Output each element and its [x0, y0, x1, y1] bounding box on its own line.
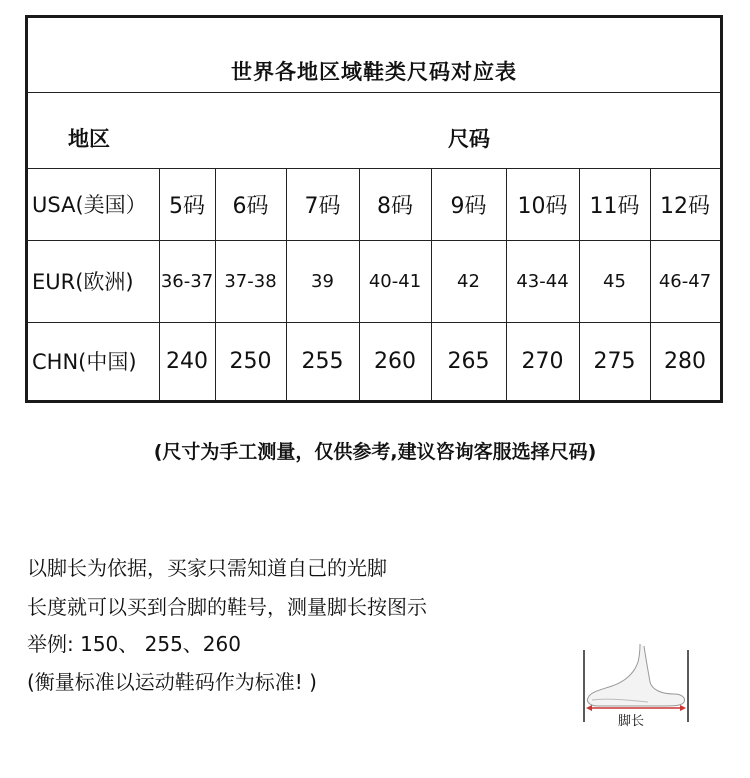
- table-cell: 36-37: [160, 270, 214, 292]
- table-title: 世界各地区域鞋类尺码对应表: [231, 60, 517, 84]
- foot-measurement-illustration: [578, 640, 700, 740]
- table-cell: 5码: [169, 193, 205, 219]
- table-cell: 46-47: [658, 270, 712, 292]
- table-cell: 10码: [517, 193, 568, 219]
- table-cell: 275: [593, 348, 636, 374]
- table-cell: 42: [457, 270, 480, 292]
- table-cell: 12码: [660, 193, 710, 219]
- table-cell: 6码: [232, 193, 269, 219]
- row-label-chn: CHN(中国): [32, 350, 137, 374]
- table-cell: 255: [301, 348, 344, 374]
- table-cell: 43-44: [516, 270, 569, 292]
- table-cell: 11码: [589, 193, 640, 219]
- table-cell: 7码: [304, 193, 341, 219]
- foot-length-label: 脚长: [618, 714, 645, 729]
- size-chart-table: [25, 15, 723, 403]
- description-line: 长度就可以买到合脚的鞋号，测量脚长按图示: [27, 595, 427, 619]
- header-size: 尺码: [448, 127, 490, 151]
- table-cell: 250: [229, 348, 272, 374]
- table-cell: 45: [603, 270, 626, 292]
- row-label-usa: USA(美国）: [32, 193, 147, 217]
- table-cell: 39: [311, 270, 334, 292]
- description-line: (衡量标准以运动鞋码作为标准! ): [27, 670, 317, 694]
- table-cell: 37-38: [224, 270, 277, 292]
- description-line: 以脚长为依据，买家只需知道自己的光脚: [27, 556, 387, 580]
- table-cell: 9码: [450, 193, 487, 219]
- header-region: 地区: [68, 127, 110, 151]
- table-cell: 280: [664, 348, 706, 374]
- measurement-note: (尺寸为手工测量，仅供参考,建议咨询客服选择尺码): [153, 441, 597, 463]
- description-line: 举例: 150、 255、260: [27, 632, 241, 656]
- table-cell: 240: [166, 348, 208, 374]
- table-cell: 40-41: [368, 270, 422, 292]
- table-divider: [28, 92, 720, 93]
- table-cell: 265: [447, 348, 490, 374]
- table-cell: 270: [521, 348, 564, 374]
- table-cell: 8码: [377, 193, 413, 219]
- table-cell: 260: [374, 348, 416, 374]
- row-label-eur: EUR(欧洲): [32, 270, 134, 294]
